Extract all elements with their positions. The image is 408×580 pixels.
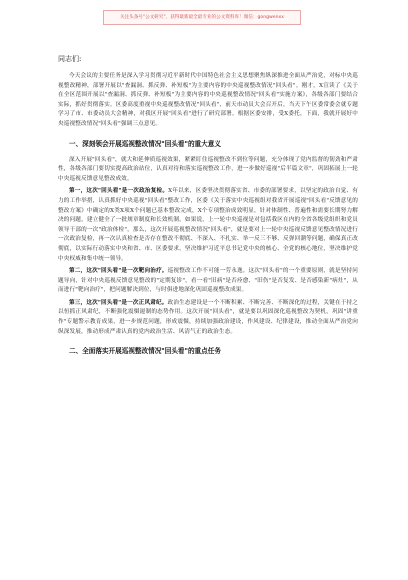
section1-paragraph-1: 深入开展"回头看"，就大和延伸质巡视效果，紧紧盯住巡视整改不到位等问题，充分体现了党内监督的韧劲和严肃性，各级各部门要切实提高政治站位，认真对待和落实巡视整改工作，进一步做好巡视"后半篇文章"，巩固拓展上一轮中央巡视反馈意见整改成效。 bbox=[58, 156, 358, 182]
section-heading-2: 二、全面落实开展巡视整改情况"回头看"的重点任务 bbox=[69, 347, 221, 356]
section1-paragraph-3 bbox=[58, 267, 358, 296]
section-heading-1: 一、深刻领会开展巡视整改情况"回头看"的重大意义 bbox=[69, 139, 221, 148]
watermark-banner: 关注头条号"公文研究"，获得最新最全最专业的公文资料库！微信：gongwenxx bbox=[103, 10, 301, 25]
salutation: 同志们: bbox=[58, 55, 82, 63]
section1-paragraph-2 bbox=[58, 187, 358, 264]
paragraph-lead: 第二，这次"回头看"是一次靶向治疗。 bbox=[69, 268, 168, 275]
paragraph-text: 政治生态建设是一个不断积累、不断完善、不断深化的过程，关键在于持之以恒抓正风肃纪，不断强化震慑遏制的态势作用。这次开展"回头看"，就是要以巩固深化巡视整改为契机，巩固"讲重作"专题警示教育成果，进一步规范问题，形成震慑，持续加强政治建设，作风建设、纪律建设，推动全面从严治党向纵深发展，推动形成严肃认真的党内政治生活、风清气正的政治生态。 bbox=[58, 299, 359, 335]
paragraph-lead: 第一，这次"回头看"是一次政治复检。 bbox=[69, 188, 169, 195]
document-body bbox=[58, 54, 358, 363]
section1-paragraph-4 bbox=[58, 299, 358, 337]
paragraph-text: 巡视整改工作不可能一劳永逸。这次"回头看"的一个重要原则，就是坚持问题导向，针对中央巡视反馈意见整改的"定期复诊"，看一看"旧病"是否痊愈、"旧伤"是否复发、是否感染新"病灶"，从而进行"靶向治疗"，把问题解决到位，与时俱进地深化巩固巡视整改成果。 bbox=[58, 268, 358, 294]
paragraph-lead: 第三，这次"回头看"是一次正风肃纪。 bbox=[69, 299, 168, 306]
paragraph-text: X年以来，区委坚决贯彻落实省、市委的部署要求，以坚定的政治自觉、有力的工作举措，认真抓好中央巡视"回头看"整改工作，区委《关于落实中央巡视组对我省开展巡视"回头看"反馈意见的整改方案》中确定的X类X项X个问题已基本整改完成，X个专项整治成效明显，针对体制性、普遍性和需要长期努力解决的问题，建立健全了一批规章制度和长效机制。如果说，上一轮中央巡视是对包括我区在内的全省各级党组织和党员领导干部的一次"政治体检"，那么，这次开展巡视整改情况"回头看"，就是要对上一轮中央巡视反馈意见整改情况进行一次政治复检，再一次认真检查是否存在整改不彻底、不深入、不扎实、举一反三不够、反弹回潮等问题，确保真正改彻底，以实际行动落实中央和省、市、区委要求，坚决维护习近平总书记党中央的核心、全党的核心地位，坚决维护党中央权威和集中统一领导。 bbox=[58, 188, 358, 262]
intro-paragraph: 今天会议的主要任务是深入学习贯彻习近平新时代中国特色社会主义思想聚焦纵深推进全面从严治党，对标中央巡视整改精神，部署开展以"查漏洞、抓反弹、补短板"为主要内容的中央巡视整改情况"回头看"。刚才，X宣读了《关于在全区范围开展以"查漏洞、抓反弹、补短板"为主要内容的中央巡视整改情况"回头看"实施方案》，各级各部门要结合实际，抓好贯彻落实。区委高度重视中央巡视整改情况"回头看"，前天市动员大会召开后，当天下午区委常委会就专题学习了市、市委动员大会精神，对我区开展"回头看"进行了研究部署。根据区委安排，受X委托，下面，我就开展好中央巡视整改情况"回头看"强调三点意见。 bbox=[58, 73, 358, 127]
